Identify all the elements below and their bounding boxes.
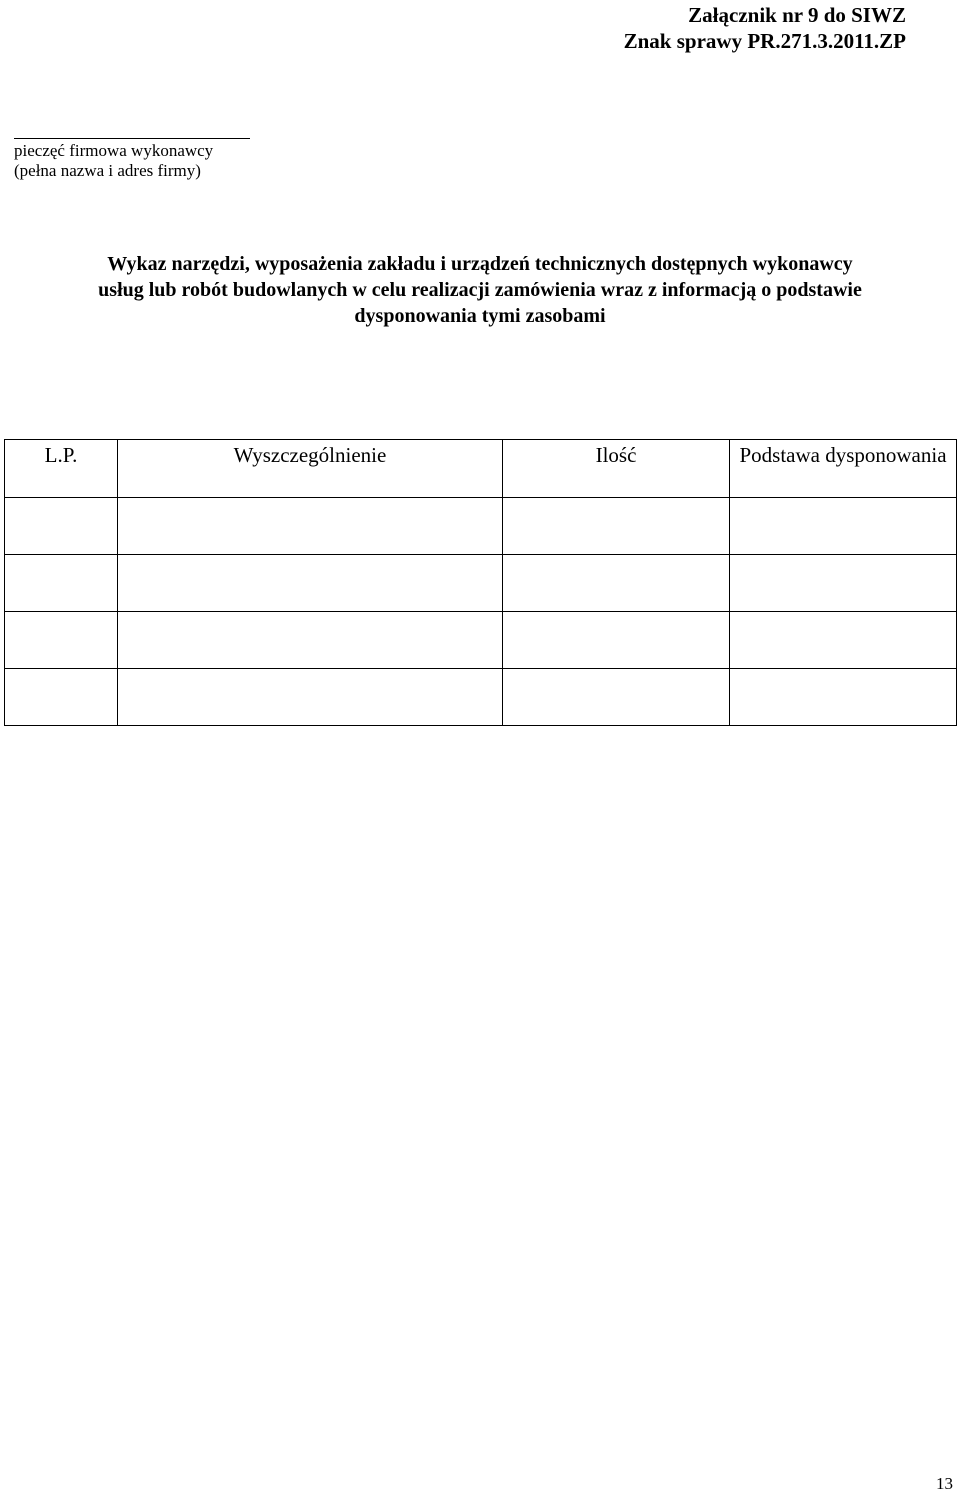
table-header-row <box>5 440 957 498</box>
cell-podstawa[interactable] <box>730 612 957 669</box>
cell-podstawa[interactable] <box>730 555 957 612</box>
cell-lp[interactable] <box>5 669 118 726</box>
table-row <box>5 612 957 669</box>
column-header-ilosc: Ilość <box>503 440 730 498</box>
title-line-1: Wykaz narzędzi, wyposażenia zakładu i urządzeń technicznych dostępnych wykonawcy <box>107 253 853 275</box>
stamp-caption: pieczęć firmowa wykonawcy <box>14 141 214 160</box>
cell-ilosc[interactable] <box>503 669 730 726</box>
document-title <box>0 251 960 329</box>
table-row <box>5 669 957 726</box>
column-header-lp: L.P. <box>5 440 118 498</box>
stamp-subcaption: (pełna nazwa i adres firmy) <box>14 161 201 180</box>
case-reference: Znak sprawy PR.271.3.2011.ZP <box>623 29 906 53</box>
cell-wyszczegolnienie[interactable] <box>118 498 503 555</box>
equipment-table <box>4 439 957 726</box>
cell-podstawa[interactable] <box>730 669 957 726</box>
cell-lp[interactable] <box>5 498 118 555</box>
cell-ilosc[interactable] <box>503 498 730 555</box>
cell-lp[interactable] <box>5 555 118 612</box>
stamp-signature-line <box>14 138 250 139</box>
attachment-label: Załącznik nr 9 do SIWZ <box>688 3 906 27</box>
cell-wyszczegolnienie[interactable] <box>118 612 503 669</box>
cell-wyszczegolnienie[interactable] <box>118 669 503 726</box>
page-number: 13 <box>936 1474 953 1493</box>
company-stamp-area <box>14 138 250 181</box>
table-row <box>5 555 957 612</box>
title-line-3: dysponowania tymi zasobami <box>354 305 606 327</box>
cell-lp[interactable] <box>5 612 118 669</box>
column-header-podstawa: Podstawa dysponowania <box>730 440 957 498</box>
cell-ilosc[interactable] <box>503 612 730 669</box>
cell-podstawa[interactable] <box>730 498 957 555</box>
cell-wyszczegolnienie[interactable] <box>118 555 503 612</box>
document-header <box>624 2 906 54</box>
title-line-2: usług lub robót budowlanych w celu realizacji zamówienia wraz z informacją o podstawie <box>98 279 862 301</box>
column-header-wyszczegolnienie: Wyszczególnienie <box>118 440 503 498</box>
cell-ilosc[interactable] <box>503 555 730 612</box>
table-row <box>5 498 957 555</box>
